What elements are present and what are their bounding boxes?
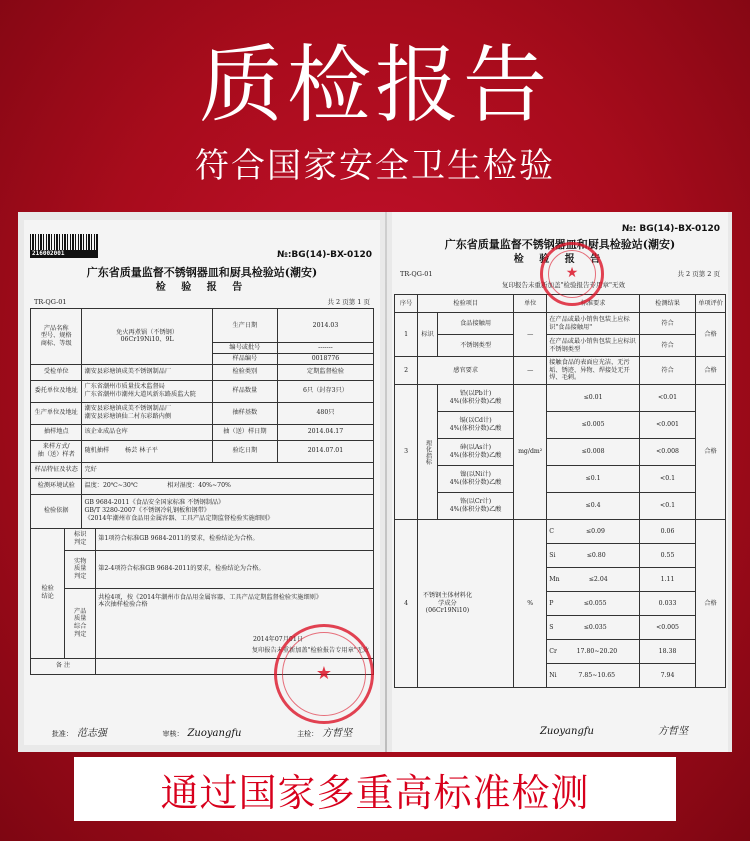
remark-label: 备 注 xyxy=(31,658,96,674)
footer-banner: 通过国家多重高标准检测 xyxy=(74,757,676,821)
sample-qty-label: 样品数量 xyxy=(212,380,277,402)
produce-date-label: 生产日期 xyxy=(212,309,277,343)
row-group-text: 不锈钢主体材料化学成分 (06Cr19Ni10) xyxy=(422,591,473,615)
form-code: TR-QG-01 xyxy=(34,298,67,306)
report-number-p2: №: BG(14)-BX-0120 xyxy=(621,224,720,234)
base-qty-value: 480只 xyxy=(277,402,373,424)
row-item: 食品接触用 xyxy=(438,313,514,335)
row-no: 3 xyxy=(395,385,418,520)
element-symbol: Cr xyxy=(549,647,557,655)
row-result: 符合 xyxy=(639,335,695,357)
row-result: 0.033 xyxy=(639,592,695,616)
form-code-p2: TR-QG-01 xyxy=(400,270,433,278)
row-result: 7.94 xyxy=(639,664,695,688)
c1-label: 标识 判定 xyxy=(65,528,96,550)
test-type-label: 检验类别 xyxy=(212,364,277,380)
report-title-p2: 广东省质量监督不锈钢器皿和厨具检验站(潮安) xyxy=(444,238,676,251)
copy-note-left: 复印报告未重新加盖"检验报告专用章"无效 xyxy=(251,646,369,654)
appearance-label: 样品特征及状态 xyxy=(31,462,82,478)
main-signature: 主检： 方哲坚 xyxy=(297,728,353,739)
row-requirement: Cr 17.80~20.20 xyxy=(547,640,640,664)
info-table xyxy=(30,308,374,675)
row-group: 标识 xyxy=(418,313,438,357)
header-subtitle: 符合国家安全卫生检验 xyxy=(195,146,555,186)
row-result: 18.38 xyxy=(639,640,695,664)
barcode xyxy=(30,234,98,258)
row-evaluation: 合格 xyxy=(696,520,726,688)
row-result: <0.1 xyxy=(639,493,695,520)
row-result: <0.008 xyxy=(639,439,695,466)
stamp-date: 2014年07月01日 xyxy=(252,635,303,643)
report-subtitle-p2: 检 验 报 告 xyxy=(513,254,607,265)
env-label: 检测环境试验 xyxy=(31,478,82,494)
conclusion-label: 检验 结论 xyxy=(31,528,65,658)
sample-no-value: 0018776 xyxy=(277,353,373,364)
inspection-seal-stamp-p2: ★ xyxy=(540,242,604,306)
col-header-requirement: 标准要求 xyxy=(547,295,640,313)
c3-value: 共检4项，按《2014年潮州市食品用金属容器、工具产品定期监督检验实施细则》 本次抽样检验合格 xyxy=(98,593,323,609)
row-result: 0.06 xyxy=(639,520,695,544)
producer-label: 生产单位及地址 xyxy=(31,402,82,424)
c3-label: 产品 质量 综合 判定 xyxy=(65,588,96,658)
c2-value: 第2-4项符合标准GB 9684-2011的要求，检验结论为合格。 xyxy=(96,550,374,588)
row-result: <0.005 xyxy=(639,616,695,640)
signature-row-left xyxy=(24,728,380,741)
c1-value: 第1项符合标准GB 9684-2011的要求，检验结论为合格。 xyxy=(96,528,374,550)
row-unit: — xyxy=(514,357,547,385)
row-result: 0.55 xyxy=(639,544,695,568)
row-requirement: 在产品或最小销售包装上应标识不锈钢类型 xyxy=(547,335,640,357)
approve-signature: 批准： 范志强 xyxy=(51,728,107,739)
entrust-value: 潮安县彩塘镇成美不锈钢制品厂 xyxy=(82,364,212,380)
appearance-value: 完好 xyxy=(82,462,374,478)
row-item: 铬(以Cr计) 4%(体积分数)乙酸 xyxy=(438,493,514,520)
col-header-unit: 单位 xyxy=(514,295,547,313)
row-unit: — xyxy=(514,313,547,357)
row-result: 符合 xyxy=(639,357,695,385)
inspection-seal-stamp: ★ xyxy=(274,624,374,724)
row-result: <0.001 xyxy=(639,412,695,439)
product-name-label: 产品名称 型号、规格 商标、等级 xyxy=(31,309,82,365)
element-symbol: Si xyxy=(549,551,556,559)
row-requirement: ≤0.4 xyxy=(547,493,640,520)
review-signature: 审核： Zuoyangfu xyxy=(162,728,242,739)
row-no: 4 xyxy=(395,520,418,688)
row-requirement: 在产品或最小销售包装上应标识"食品接触用" xyxy=(547,313,640,335)
row-result: <0.1 xyxy=(639,466,695,493)
row-evaluation: 合格 xyxy=(696,357,726,385)
row-item: 感官要求 xyxy=(418,357,514,385)
row-evaluation: 合格 xyxy=(696,313,726,357)
producer-value: 潮安县彩塘镇成美不锈钢制品厂 潮安县彩塘镇仙二村东彩路内侧 xyxy=(82,402,212,424)
report-documents xyxy=(18,212,732,752)
row-result: 符合 xyxy=(639,313,695,335)
method-value: 随机抽样 杨芸 林子平 xyxy=(82,440,212,462)
element-symbol: P xyxy=(549,599,554,607)
row-requirement: ≤0.008 xyxy=(547,439,640,466)
row-no: 1 xyxy=(395,313,418,357)
row-requirement: Ni 7.85~10.65 xyxy=(547,664,640,688)
page-info-p2: 共 2 页第 2 页 xyxy=(677,270,720,278)
row-item: 镉(以Cd计) 4%(体积分数)乙酸 xyxy=(438,412,514,439)
report-number: №:BG(14)-BX-0120 xyxy=(276,250,372,260)
report-title: 广东省质量监督不锈钢器皿和厨具检验站(潮安) xyxy=(86,266,318,279)
sample-site-label: 抽样地点 xyxy=(31,424,82,440)
basis-value: GB 9684-2011《食品安全国家标准 不锈钢制品》 GB/T 3280-2007《不锈钢冷轧钢板和钢带》 《2014年潮州市食品用金属容器、工具产品定期监督检验实施细则》 xyxy=(82,494,374,528)
header-title: 质检报告 xyxy=(198,36,551,134)
element-symbol: Ni xyxy=(549,671,557,679)
batch-value: ------- xyxy=(277,343,373,354)
row-result: 1.11 xyxy=(639,568,695,592)
check-date-value: 2014.07.01 xyxy=(277,440,373,462)
element-symbol: Mn xyxy=(549,575,560,583)
row-result: <0.01 xyxy=(639,385,695,412)
col-header-result: 检测结果 xyxy=(639,295,695,313)
row-requirement: ≤0.01 xyxy=(547,385,640,412)
row-unit: % xyxy=(514,520,547,688)
sample-date-value: 2014.04.17 xyxy=(277,424,373,440)
basis-label: 检验依据 xyxy=(31,494,82,528)
entrust-label: 受检单位 xyxy=(31,364,82,380)
method-label: 来样方式/ 抽（送）样者 xyxy=(31,440,82,462)
row-item: 砷(以As计) 4%(体积分数)乙酸 xyxy=(438,439,514,466)
row-group xyxy=(418,520,514,688)
row-requirement: ≤0.1 xyxy=(547,466,640,493)
row-requirement: 接触食品的表面应光洁，无污垢、锈迹、异物、焊接处无开焊、毛刺。 xyxy=(547,357,640,385)
report-page-2 xyxy=(392,212,728,752)
product-name-value: 免火再煮锅（不锈钢） 06Cr19Ni10、9L xyxy=(82,309,212,365)
col-header-evaluation: 单项评价 xyxy=(696,295,726,313)
row-requirement: S ≤0.035 xyxy=(547,616,640,640)
row-no: 2 xyxy=(395,357,418,385)
sample-no-label: 样品编号 xyxy=(212,353,277,364)
barcode-number: 216002001 xyxy=(30,250,98,258)
page-info: 共 2 页第 1 页 xyxy=(327,298,370,306)
signature-row-right xyxy=(392,726,728,739)
review-signature-p2: Zuoyangfu xyxy=(539,726,594,737)
copy-note-right: 复印报告未重新加盖"检验报告专用章"无效 xyxy=(502,281,625,289)
client-value: 广东省潮州市质量技术监督局 广东省潮州市潮州大道风新东路质监大院 xyxy=(82,380,212,402)
report-subtitle: 检 验 报 告 xyxy=(155,282,249,293)
check-date-label: 验讫日期 xyxy=(212,440,277,462)
element-symbol: S xyxy=(549,623,554,631)
row-item: 铅(以Pb计) 4%(体积分数)乙酸 xyxy=(438,385,514,412)
c2-label: 实物 质量 判定 xyxy=(65,550,96,588)
row-item: 镍(以Ni计) 4%(体积分数)乙酸 xyxy=(438,466,514,493)
row-item: 不锈钢类型 xyxy=(438,335,514,357)
results-table xyxy=(394,294,726,688)
row-requirement: Mn ≤2.04 xyxy=(547,568,640,592)
sample-date-label: 抽（送）样日期 xyxy=(212,424,277,440)
sample-qty-value: 6只（封存3只） xyxy=(277,380,373,402)
row-evaluation: 合格 xyxy=(696,385,726,520)
produce-date-value: 2014.03 xyxy=(277,309,373,343)
client-label: 委托单位及地址 xyxy=(31,380,82,402)
col-header-item: 检验项目 xyxy=(418,295,514,313)
row-unit: mg/dm² xyxy=(514,385,547,520)
env-value: 温度：20℃~30℃ 相对湿度：40%~70% xyxy=(82,478,374,494)
row-requirement: C ≤0.09 xyxy=(547,520,640,544)
col-header-no: 序号 xyxy=(395,295,418,313)
row-requirement: P ≤0.055 xyxy=(547,592,640,616)
row-requirement: ≤0.005 xyxy=(547,412,640,439)
element-symbol: C xyxy=(549,527,554,535)
row-requirement: Si ≤0.80 xyxy=(547,544,640,568)
batch-label: 编号或批号 xyxy=(212,343,277,354)
barcode-bars xyxy=(30,234,98,250)
report-page-1 xyxy=(24,220,380,745)
test-type-value: 定期监督检验 xyxy=(277,364,373,380)
base-qty-label: 抽样基数 xyxy=(212,402,277,424)
sample-site-value: 该企业成品仓库 xyxy=(82,424,212,440)
main-signature-p2: 方哲坚 xyxy=(658,726,688,737)
row-group: 理化指标 xyxy=(418,385,438,520)
